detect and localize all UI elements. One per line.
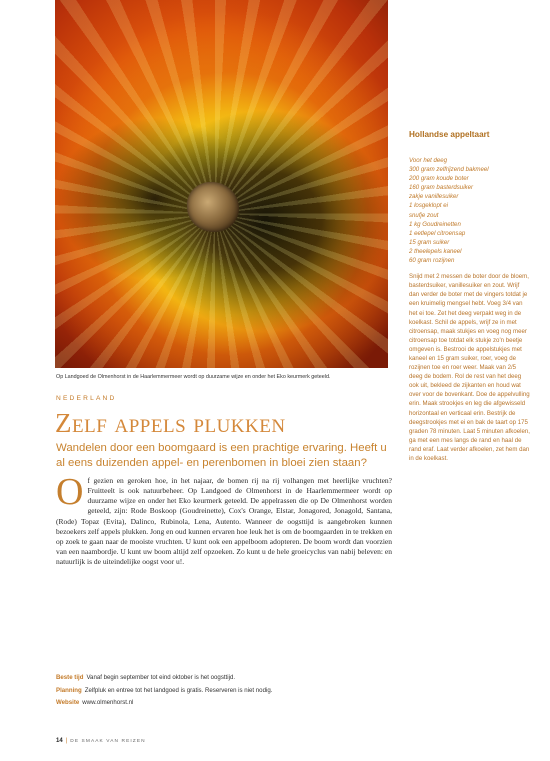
folio-separator: |	[65, 738, 68, 744]
apple-photo	[55, 0, 388, 368]
info-value: Vanaf begin september tot eind oktober is het oogsttijd.	[86, 674, 236, 681]
ingredient-line: 1 losgeklopt ei	[409, 202, 448, 210]
drop-cap: O	[56, 471, 84, 513]
website-link[interactable]: www.olmenhorst.nl	[82, 699, 134, 706]
recipe-sidebar	[409, 130, 531, 463]
ingredient-line: 160 gram basterdsuiker	[409, 184, 474, 192]
recipe-title: Hollandse appeltaart	[409, 130, 490, 139]
article-body	[56, 471, 392, 567]
ingredient-line: 60 gram rozijnen	[409, 257, 455, 265]
article-headline: Zelf appels plukken	[55, 408, 286, 438]
apple-stem-closeup	[187, 182, 239, 232]
recipe-method: Snijd met 2 messen de boter door de bloem, basterdsuiker, vanillesuiker en zout. Wrijf dan verder de boter met de vingers totdat je een kruimelig mengsel hebt. Voeg 3/4 van het ei toe. Zet het deeg verpakt weg in de koelkast. Schil de appels, wrijf ze in met citroensap, maak stukjes en voeg nog meer citroensap toe totdat elk stukje zo'n beetje omgeven is. Bestrooi de appelstukjes met kaneel en 15 gram suiker, roer, voeg de rozijnen toe en roer weer. Maak van 2/5 deeg de bodem. Rol de rest van het deeg ook uit, bekleed de zijkanten en houd wat over voor de bovenkant. Doe de appelvulling erin. Maak strookjes en leg die afgewisseld horizontaal en verticaal erin. Bestrijk de deegstrookjes met ei en bak de taart op 175 graden 78 minuten. Laat 5 minuten afkoelen, ga met een mes langs de rand en haal de rand eraf. Laat verder afkoelen, zet hem dan in de koelkast.	[409, 273, 530, 462]
info-label: Planning	[56, 686, 82, 694]
info-label: Beste tijd	[56, 674, 84, 681]
ingredient-line: 200 gram koude boter	[409, 175, 469, 183]
page-footer	[56, 738, 146, 744]
info-website	[56, 697, 272, 710]
article-body-text: f gezien en geroken hoe, in het najaar, de bomen rij na rij volhangen met heerlijke vruchten? Fruitteelt is ook natuurbeheer. Op Landgoed de Olmenhorst in de Haarlemmermeer wordt op duurzame wijze en onder het Eko keurmerk geteeld. De appelrassen die op De Olmenhorst worden geteeld, zijn: Rode Boskoop (Goudreinette), Cox's Orange, Elstar, Jonagored, Jonagold, Santana, (Rode) Topaz (Evita), Dalinco, Rubinola, Lena, Autento. Wanneer de oogsttijd is aangebroken kunnen bezoekers zelf appels plukken. Jong en oud kunnen ervaren hoe leuk het is om de boomgaarden in te trekken en op zoek te gaan naar de mooiste vruchten. U kunt ook een appelboom adopteren. De boom wordt dan voorzien van een naambordje. U kunt uw boom altijd zelf opzoeken. Zo kunt u de hele groeicyclus van nabij beleven: en natuurlijk is de uiteindelijke oogst voor u!.	[56, 476, 392, 567]
info-value: Zelfpluk en entree tot het landgoed is gratis. Reserveren is niet nodig.	[84, 686, 273, 694]
page-number: 14	[56, 738, 63, 744]
info-best-time	[56, 672, 272, 685]
photo-caption: Op Landgoed de Olmenhorst in de Haarlemmermeer wordt op duurzame wijze en onder het Eko keurmerk geteeld.	[56, 374, 331, 380]
ingredient-line: Voor het deeg	[409, 157, 448, 164]
magazine-name: DE SMAAK VAN REIZEN	[70, 739, 146, 744]
recipe-ingredients	[409, 156, 531, 265]
ingredient-line: 15 gram suiker	[409, 238, 450, 246]
ingredient-line: snufje zout	[409, 211, 439, 219]
ingredient-line: 1 eetlepel citroensap	[409, 229, 466, 237]
info-label: Website	[56, 699, 80, 706]
ingredient-line: 1 kg Goudreinetten	[409, 220, 461, 228]
ingredient-line: 2 theelepels kaneel	[409, 247, 462, 255]
section-kicker: NEDERLAND	[56, 395, 117, 402]
info-box	[56, 672, 272, 710]
article-intro: Wandelen door een boomgaard is een prachtige ervaring. Heeft u al eens duizenden appel- en perenbomen in bloei zien staan?	[56, 442, 387, 469]
ingredient-line: 300 gram zelfrijzend bakmeel	[409, 166, 489, 174]
ingredient-line: zakje vanillesuiker	[409, 193, 459, 201]
info-planning	[56, 685, 272, 698]
